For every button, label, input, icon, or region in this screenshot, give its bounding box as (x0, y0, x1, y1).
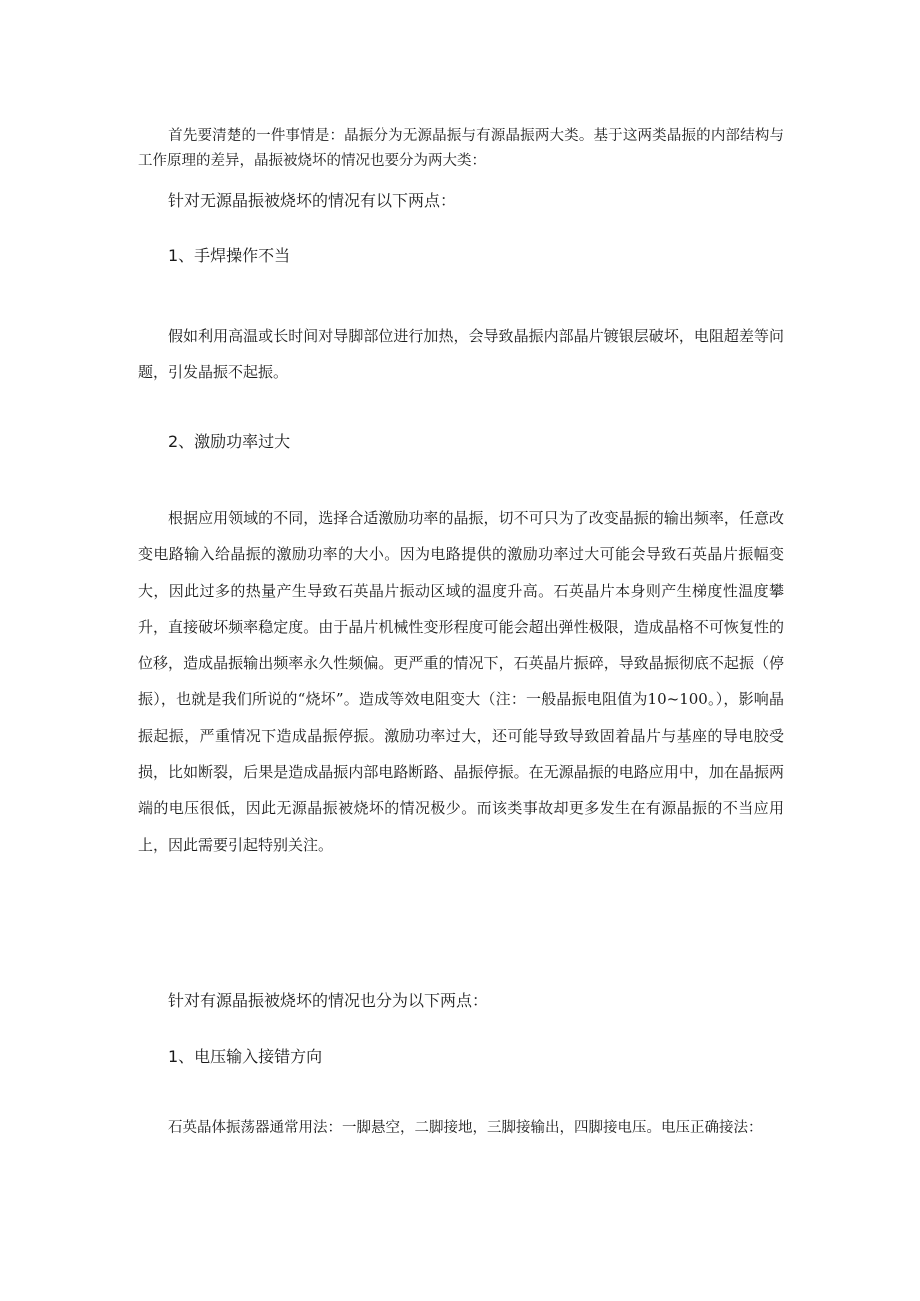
item3-paragraph (138, 1116, 788, 1137)
item3-title: 1、电压输入接错方向 (168, 1047, 323, 1066)
item1-title: 1、手焊操作不当 (168, 246, 291, 265)
item2-title: 2、激励功率过大 (168, 432, 291, 451)
item2-paragraph (138, 500, 784, 863)
item3-text: 石英晶体振荡器通常用法：一脚悬空，二脚接地，三脚接输出，四脚接电压。电压正确接法： (168, 1120, 763, 1136)
intro-paragraph (138, 124, 784, 174)
item2-text: 根据应用领域的不同，选择合适激励功率的晶振，切不可只为了改变晶振的输出频率，任意改变电路输入给晶振的激励功率的大小。因为电路提供的激励功率过大可能会导致石英晶片振幅变大，因此过多的热量产生导致石英晶片振动区域的温度升高。石英晶片本身则产生梯度性温度攀升，直接破坏频率稳定度。由于晶片机械性变形程度可能会超出弹性极限，造成晶格不可恢复性的位移，造成晶振输出频率永久性频偏。更严重的情况下，石英晶片振碎，导致晶振彻底不起振（停振），也就是我们所说的“烧坏”。造成等效电阻变大（注：一般晶振电阻值为10~100。），影响晶振起振，严重情况下造成晶振停振。激励功率过大，还可能导致导致固着晶片与基座的导电胶受损，比如断裂，后果是造成晶振内部电路断路、晶振停振。在无源晶振的电路应用中，加在晶振两端的电压很低，因此无源晶振被烧坏的情况极少。而该类事故却更多发生在有源晶振的不当应用上，因此需要引起特别关注。 (138, 509, 784, 854)
item1-paragraph (138, 318, 784, 391)
heading-passive-crystal: 针对无源晶振被烧坏的情况有以下两点： (168, 191, 457, 210)
item1-text: 假如利用高温或长时间对导脚部位进行加热，会导致晶振内部晶片镀银层破坏，电阻超差等问题，引发晶振不起振。 (138, 327, 784, 382)
intro-text: 首先要清楚的一件事情是：晶振分为无源晶振与有源晶振两大类。基于这两类晶振的内部结构与工作原理的差异，晶振被烧坏的情况也要分为两大类： (138, 128, 784, 169)
heading-active-crystal: 针对有源晶振被烧坏的情况也分为以下两点： (168, 991, 489, 1010)
